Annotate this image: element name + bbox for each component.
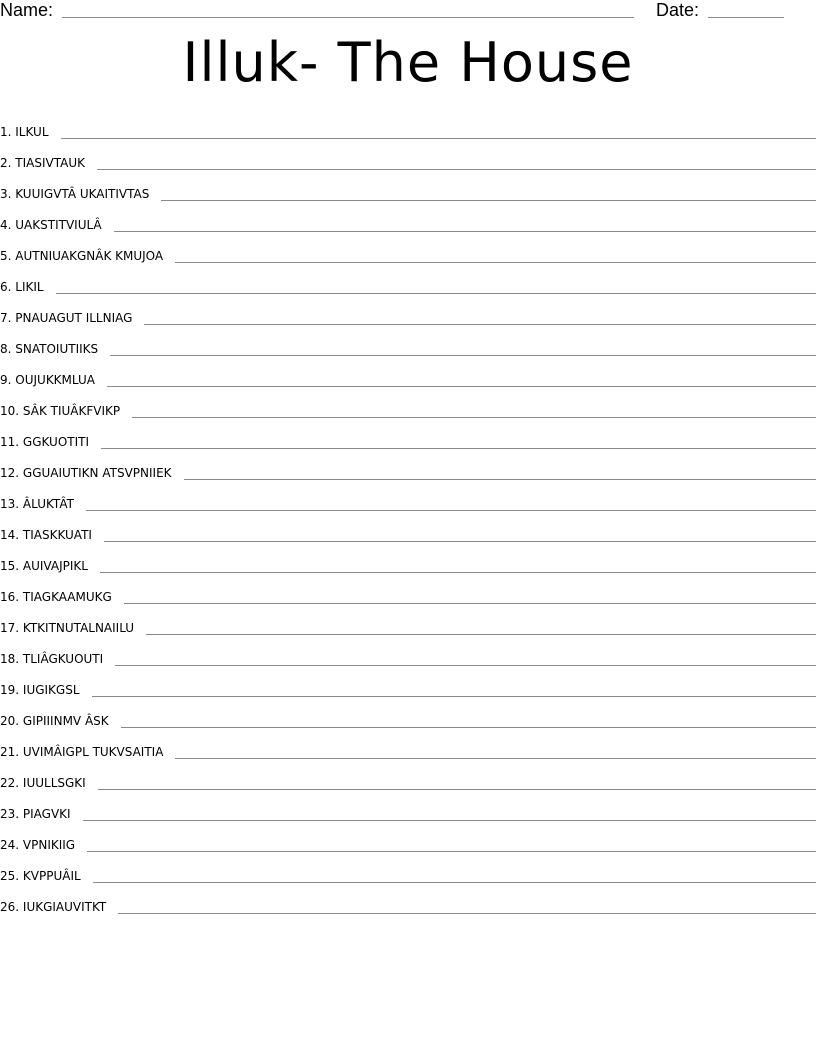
date-blank-line[interactable] [708, 17, 784, 18]
list-item [0, 235, 816, 266]
scrambled-word: 18. TLIÂGKUOUTI [0, 652, 104, 666]
list-item [0, 390, 816, 421]
answer-blank-line[interactable] [92, 696, 816, 697]
answer-blank-line[interactable] [107, 386, 816, 387]
date-label: Date: [656, 0, 700, 20]
list-item [0, 855, 816, 886]
word-list [0, 111, 816, 917]
list-item [0, 452, 816, 483]
list-item [0, 607, 816, 638]
scrambled-word: 12. GGUAIUTIKN ATSVPNIIEK [0, 466, 172, 480]
answer-blank-line[interactable] [83, 820, 816, 821]
scrambled-word: 14. TIASKKUATI [0, 528, 92, 542]
scrambled-word: 22. IUULLSGKI [0, 776, 86, 790]
scrambled-word: 20. GIPIIINMV ÂSK [0, 714, 109, 728]
list-item [0, 483, 816, 514]
answer-blank-line[interactable] [98, 789, 816, 790]
scrambled-word: 23. PIAGVKI [0, 807, 71, 821]
answer-blank-line[interactable] [121, 727, 816, 728]
scrambled-word: 10. SÂK TIUÂKFVIKP [0, 404, 121, 418]
name-blank-line[interactable] [62, 17, 634, 18]
scrambled-word: 25. KVPPUÂIL [0, 869, 81, 883]
answer-blank-line[interactable] [144, 324, 816, 325]
scrambled-word: 19. IUGIKGSL [0, 683, 80, 697]
list-item [0, 638, 816, 669]
scrambled-word: 17. KTKITNUTALNAIILU [0, 621, 135, 635]
answer-blank-line[interactable] [175, 758, 816, 759]
answer-blank-line[interactable] [61, 138, 816, 139]
answer-blank-line[interactable] [124, 603, 816, 604]
list-item [0, 886, 816, 917]
scrambled-word: 21. UVIMÂIGPL TUKVSAITIA [0, 745, 164, 759]
scrambled-word: 3. KUUIGVTÂ UKAITIVTAS [0, 187, 150, 201]
answer-blank-line[interactable] [101, 448, 816, 449]
list-item [0, 700, 816, 731]
scrambled-word: 1. ILKUL [0, 125, 49, 139]
list-item [0, 421, 816, 452]
scrambled-word: 9. OUJUKKMLUA [0, 373, 95, 387]
list-item [0, 204, 816, 235]
answer-blank-line[interactable] [104, 541, 816, 542]
scrambled-word: 16. TIAGKAAMUKG [0, 590, 112, 604]
scrambled-word: 26. IUKGIAUVITKT [0, 900, 107, 914]
answer-blank-line[interactable] [115, 665, 816, 666]
name-label: Name: [0, 0, 54, 20]
answer-blank-line[interactable] [114, 231, 816, 232]
list-item [0, 824, 816, 855]
list-item [0, 762, 816, 793]
scrambled-word: 8. SNATOIUTIIKS [0, 342, 99, 356]
scrambled-word: 6. LIKIL [0, 280, 44, 294]
scrambled-word: 24. VPNIKIIG [0, 838, 76, 852]
list-item [0, 111, 816, 142]
scrambled-word: 2. TIASIVTAUK [0, 156, 85, 170]
answer-blank-line[interactable] [110, 355, 816, 356]
answer-blank-line[interactable] [86, 510, 816, 511]
scrambled-word: 4. UAKSTITVIULÂ [0, 218, 102, 232]
list-item [0, 142, 816, 173]
answer-blank-line[interactable] [97, 169, 816, 170]
list-item [0, 359, 816, 390]
list-item [0, 328, 816, 359]
scrambled-word: 15. AUIVAJPIKL [0, 559, 88, 573]
list-item [0, 576, 816, 607]
page-title: Illuk- The House [182, 31, 634, 94]
list-item [0, 669, 816, 700]
answer-blank-line[interactable] [146, 634, 816, 635]
list-item [0, 297, 816, 328]
answer-blank-line[interactable] [100, 572, 816, 573]
list-item [0, 793, 816, 824]
scrambled-word: 7. PNAUAGUT ILLNIAG [0, 311, 133, 325]
scrambled-word: 13. ÂLUKTÂT [0, 497, 74, 511]
answer-blank-line[interactable] [175, 262, 816, 263]
header-row [0, 0, 816, 24]
answer-blank-line[interactable] [93, 882, 816, 883]
answer-blank-line[interactable] [132, 417, 816, 418]
list-item [0, 266, 816, 297]
scrambled-word: 5. AUTNIUAKGNÂK KMUJOA [0, 249, 164, 263]
answer-blank-line[interactable] [184, 479, 816, 480]
list-item [0, 545, 816, 576]
answer-blank-line[interactable] [56, 293, 816, 294]
list-item [0, 514, 816, 545]
answer-blank-line[interactable] [87, 851, 816, 852]
scrambled-word: 11. GGKUOTITI [0, 435, 90, 449]
answer-blank-line[interactable] [161, 200, 816, 201]
list-item [0, 173, 816, 204]
list-item [0, 731, 816, 762]
answer-blank-line[interactable] [118, 913, 816, 914]
